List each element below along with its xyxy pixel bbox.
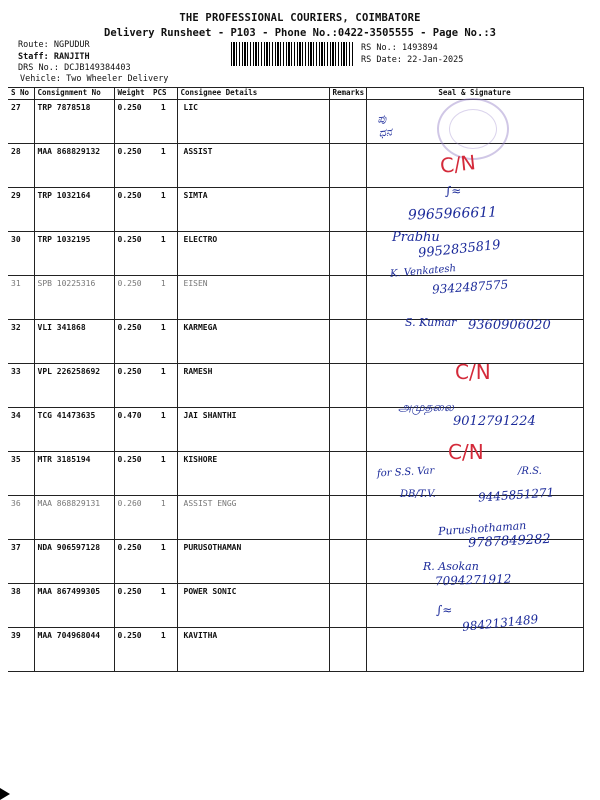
phone-34: 9012791224 (453, 414, 536, 429)
phone-31: 9342487575 (431, 277, 509, 297)
cell-remarks (329, 408, 366, 452)
cell-remarks (329, 276, 366, 320)
cell-consignee: LIC (177, 100, 329, 144)
vehicle-value: Two Wheeler Delivery (66, 74, 169, 84)
cell-sno: 28 (8, 144, 34, 188)
rs-date-line (361, 55, 463, 65)
cell-consignee: RAMESH (177, 364, 329, 408)
cell-consignment-no: SPB 10225316 (34, 276, 114, 320)
col-header-remarks: Remarks (329, 88, 366, 100)
route-line (18, 40, 90, 50)
col-header-pcs: PCS (150, 88, 177, 100)
cell-consignee: PURUSOTHAMAN (177, 540, 329, 584)
cell-weight: 0.260 (114, 496, 150, 540)
cell-consignment-no: TCG 41473635 (34, 408, 114, 452)
staff-line (18, 52, 90, 62)
col-header-sno: S No (8, 88, 34, 100)
cell-pcs: 1 (150, 188, 177, 232)
cell-remarks (329, 144, 366, 188)
barcode-image (231, 42, 353, 66)
cell-consignee: KISHORE (177, 452, 329, 496)
cell-consignee: KARMEGA (177, 320, 329, 364)
cn-mark-35: C/N (448, 440, 484, 464)
name-38: R. Asokan (423, 560, 479, 573)
cell-pcs: 1 (150, 408, 177, 452)
phone-39: 9842131489 (461, 612, 539, 634)
cell-remarks (329, 628, 366, 672)
company-name: THE PROFESSIONAL COURIERS, COIMBATORE (179, 12, 421, 24)
cell-consignee: JAI SHANTHI (177, 408, 329, 452)
cell-weight: 0.250 (114, 584, 150, 628)
staff-label: Staff: (18, 52, 49, 62)
cell-remarks (329, 100, 366, 144)
cell-pcs: 1 (150, 144, 177, 188)
cell-pcs: 1 (150, 496, 177, 540)
cell-pcs: 1 (150, 540, 177, 584)
cell-remarks (329, 496, 366, 540)
phone-29: 9965966611 (407, 204, 498, 224)
scan-edge-mark (0, 788, 10, 800)
signature-36: /R.S. (518, 466, 542, 477)
phone-36: 9445851271 (477, 485, 555, 505)
phone-30: 9952835819 (417, 237, 502, 262)
rs-date-label: RS Date: (361, 55, 402, 65)
table-header-row (8, 88, 583, 100)
runsheet-title: Delivery Runsheet - P103 - Phone No.:0422-3505555 - Page No.:3 (104, 27, 496, 39)
cell-pcs: 1 (150, 628, 177, 672)
rs-no-line (361, 43, 438, 53)
col-header-consignee: Consignee Details (177, 88, 329, 100)
cell-consignment-no: TRP 7878518 (34, 100, 114, 144)
cell-consignee: ELECTRO (177, 232, 329, 276)
cell-weight: 0.250 (114, 452, 150, 496)
cell-weight: 0.250 (114, 320, 150, 364)
table-row (8, 628, 583, 672)
cell-remarks (329, 232, 366, 276)
cell-seal-signature (366, 628, 583, 672)
name-32: S. Kumar (405, 316, 457, 329)
cell-sno: 31 (8, 276, 34, 320)
cell-consignment-no: TRP 1032164 (34, 188, 114, 232)
cell-sno: 35 (8, 452, 34, 496)
rs-no-value: 1493894 (401, 43, 438, 53)
drs-line (18, 63, 131, 73)
cell-weight: 0.250 (114, 232, 150, 276)
cell-sno: 29 (8, 188, 34, 232)
cell-pcs: 1 (150, 100, 177, 144)
cell-sno: 38 (8, 584, 34, 628)
signature-34: அமுதலை (398, 400, 454, 414)
cell-weight: 0.250 (114, 628, 150, 672)
cell-sno: 27 (8, 100, 34, 144)
cell-consignment-no: MAA 868829132 (34, 144, 114, 188)
drs-value: DCJB149384403 (64, 63, 131, 73)
cell-sno: 36 (8, 496, 34, 540)
cell-pcs: 1 (150, 364, 177, 408)
cell-remarks (329, 320, 366, 364)
col-header-consignment: Consignment No (34, 88, 114, 100)
cell-remarks (329, 452, 366, 496)
cell-pcs: 1 (150, 452, 177, 496)
cell-pcs: 1 (150, 276, 177, 320)
rs-date-value: 22-Jan-2025 (407, 55, 464, 65)
cell-remarks (329, 540, 366, 584)
cell-consignee: ASSIST ENGG (177, 496, 329, 540)
cell-sno: 33 (8, 364, 34, 408)
route-value: NGPUDUR (53, 40, 90, 50)
cell-consignment-no: VPL 226258692 (34, 364, 114, 408)
name-37: Purushothaman (437, 518, 527, 539)
signature-27: ಪು ಧನ (376, 111, 393, 140)
cell-sno: 39 (8, 628, 34, 672)
phone-38: 7094271912 (434, 571, 512, 589)
cell-sno: 30 (8, 232, 34, 276)
name-31: K. Venkatesh (389, 263, 457, 280)
cell-sno: 34 (8, 408, 34, 452)
vehicle-line (20, 74, 168, 84)
signature-39: ∫≈ (436, 603, 453, 617)
cell-consignee: SIMTA (177, 188, 329, 232)
name-30: Prabhu (392, 230, 440, 245)
cell-consignment-no: VLI 341868 (34, 320, 114, 364)
cell-sno: 32 (8, 320, 34, 364)
col-header-weight: Weight (114, 88, 150, 100)
signature-36b: DB/T.V. (400, 489, 436, 500)
cell-weight: 0.250 (114, 364, 150, 408)
cell-consignment-no: MAA 867499305 (34, 584, 114, 628)
cell-consignee: KAVITHA (177, 628, 329, 672)
cell-weight: 0.250 (114, 188, 150, 232)
cell-sno: 37 (8, 540, 34, 584)
vehicle-label: Vehicle: (20, 74, 61, 84)
cell-weight: 0.470 (114, 408, 150, 452)
cell-remarks (329, 584, 366, 628)
cell-weight: 0.250 (114, 144, 150, 188)
cell-remarks (329, 188, 366, 232)
staff-value: RANJITH (53, 52, 90, 62)
table-row (8, 364, 583, 408)
cn-mark-33: C/N (455, 360, 491, 384)
cell-consignment-no: MAA 704968044 (34, 628, 114, 672)
cell-weight: 0.250 (114, 540, 150, 584)
rs-no-label: RS No.: (361, 43, 397, 53)
route-label: Route: (18, 40, 49, 50)
cell-weight: 0.250 (114, 100, 150, 144)
cell-weight: 0.250 (114, 276, 150, 320)
signature-29: ∫≈ (445, 184, 462, 198)
cell-consignee: POWER SONIC (177, 584, 329, 628)
cell-pcs: 1 (150, 584, 177, 628)
cell-remarks (329, 364, 366, 408)
cn-mark-28: C/N (438, 150, 477, 178)
cell-consignment-no: NDA 906597128 (34, 540, 114, 584)
cell-pcs: 1 (150, 320, 177, 364)
cell-consignment-no: MTR 3185194 (34, 452, 114, 496)
drs-label: DRS No.: (18, 63, 59, 73)
cell-consignment-no: TRP 1032195 (34, 232, 114, 276)
cell-consignee: EISEN (177, 276, 329, 320)
col-header-seal: Seal & Signature (366, 88, 583, 100)
name-36: for S.S. Var (376, 465, 435, 480)
cell-pcs: 1 (150, 232, 177, 276)
cell-consignment-no: MAA 868829131 (34, 496, 114, 540)
phone-37: 9787849282 (467, 531, 552, 552)
phone-32: 9360906020 (468, 318, 551, 333)
cell-consignee: ASSIST (177, 144, 329, 188)
